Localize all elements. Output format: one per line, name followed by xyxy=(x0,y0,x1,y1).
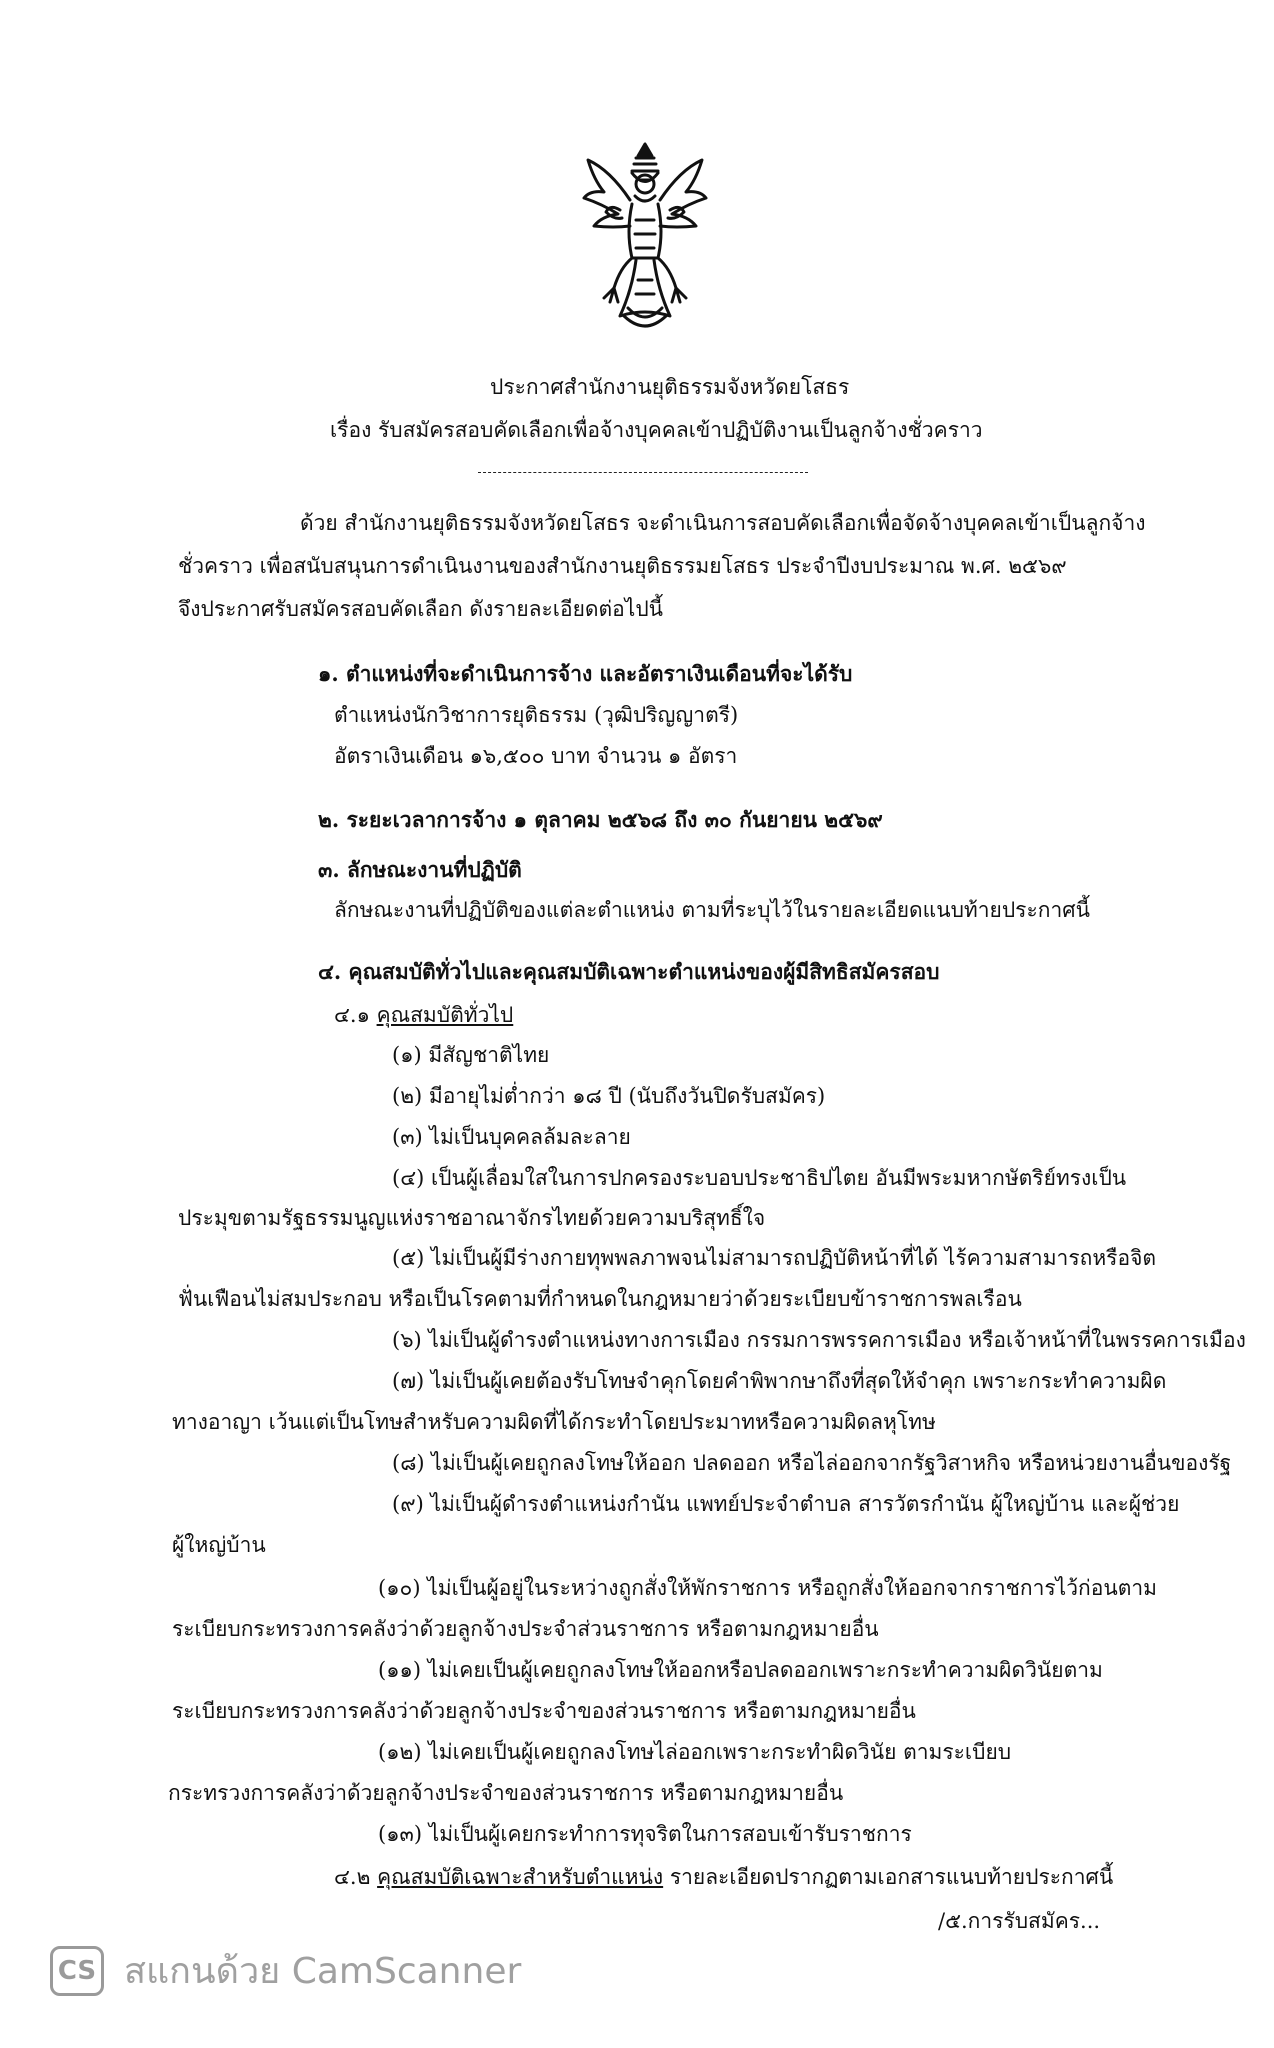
qualification-item-3: (๓) ไม่เป็นบุคคลล้มละลาย xyxy=(392,1125,631,1149)
qualification-item-12: (๑๒) ไม่เคยเป็นผู้เคยถูกลงโทษไล่ออกเพราะกระทำผิดวินัย ตามระเบียบ xyxy=(378,1740,1012,1764)
section-2-heading: ๒. ระยะเวลาการจ้าง ๑ ตุลาคม ๒๕๖๘ ถึง ๓๐ กันยายน ๒๕๖๙ xyxy=(318,807,883,832)
intro-line-2: ชั่วคราว เพื่อสนับสนุนการดำเนินงานของสำนักงานยุติธรรมยโสธร ประจำปีงบประมาณ พ.ศ. ๒๕๖๙ xyxy=(178,554,1067,578)
continuation-note: /๕.การรับสมัคร... xyxy=(938,1909,1101,1933)
qualification-item-8: (๘) ไม่เป็นผู้เคยถูกลงโทษให้ออก ปลดออก หรือไล่ออกจากรัฐวิสาหกิจ หรือหน่วยงานอื่นของรัฐ xyxy=(392,1451,1232,1475)
qualification-item-5-cont: ฟั่นเฟือนไม่สมประกอบ หรือเป็นโรคตามที่กำหนดในกฎหมายว่าด้วยระเบียบข้าราชการพลเรือน xyxy=(178,1287,1022,1311)
section-4-1-heading xyxy=(334,1000,513,1030)
section-4-2-line xyxy=(334,1862,1113,1892)
section-4-1-number: ๔.๑ xyxy=(334,1003,377,1027)
qualification-item-11: (๑๑) ไม่เคยเป็นผู้เคยถูกลงโทษให้ออกหรือปลดออกเพราะกระทำความผิดวินัยตาม xyxy=(378,1658,1103,1682)
section-1-salary: อัตราเงินเดือน ๑๖,๕๐๐ บาท จำนวน ๑ อัตรา xyxy=(334,744,738,768)
qualification-item-12-cont: กระทรวงการคลังว่าด้วยลูกจ้างประจำของส่วนราชการ หรือตามกฎหมายอื่น xyxy=(168,1781,844,1805)
qualification-item-10-cont: ระเบียบกระทรวงการคลังว่าด้วยลูกจ้างประจำส่วนราชการ หรือตามกฎหมายอื่น xyxy=(172,1617,879,1641)
section-4-2-title: คุณสมบัติเฉพาะสำหรับตำแหน่ง xyxy=(377,1865,664,1889)
qualification-item-9: (๙) ไม่เป็นผู้ดำรงตำแหน่งกำนัน แพทย์ประจำตำบล สารวัตรกำนัน ผู้ใหญ่บ้าน และผู้ช่วย xyxy=(392,1492,1180,1516)
section-1-position: ตำแหน่งนักวิชาการยุติธรรม (วุฒิปริญญาตรี) xyxy=(334,703,739,727)
section-4-1-title: คุณสมบัติทั่วไป xyxy=(376,1003,514,1027)
qualification-item-4-cont: ประมุขตามรัฐธรรมนูญแห่งราชอาณาจักรไทยด้วยความบริสุทธิ์ใจ xyxy=(178,1206,766,1230)
qualification-item-13: (๑๓) ไม่เป็นผู้เคยกระทำการทุจริตในการสอบเข้ารับราชการ xyxy=(378,1822,912,1846)
qualification-item-4: (๔) เป็นผู้เลื่อมใสในการปกครองระบอบประชาธิปไตย อันมีพระมหากษัตริย์ทรงเป็น xyxy=(392,1166,1127,1190)
section-1-heading: ๑. ตำแหน่งที่จะดำเนินการจ้าง และอัตราเงินเดือนที่จะได้รับ xyxy=(318,661,853,686)
intro-line-3: จึงประกาศรับสมัครสอบคัดเลือก ดังรายละเอียดต่อไปนี้ xyxy=(178,597,664,621)
section-4-2-number: ๔.๒ xyxy=(334,1865,378,1889)
section-3-body: ลักษณะงานที่ปฏิบัติของแต่ละตำแหน่ง ตามที่ระบุไว้ในรายละเอียดแนบท้ายประกาศนี้ xyxy=(334,898,1090,922)
separator-line xyxy=(478,472,808,473)
qualification-item-7-cont: ทางอาญา เว้นแต่เป็นโทษสำหรับความผิดที่ได้กระทำโดยประมาทหรือความผิดลหุโทษ xyxy=(172,1410,936,1434)
camscanner-watermark: สแกนด้วย CamScanner xyxy=(124,1951,522,1992)
qualification-item-11-cont: ระเบียบกระทรวงการคลังว่าด้วยลูกจ้างประจำของส่วนราชการ หรือตามกฎหมายอื่น xyxy=(172,1699,916,1723)
camscanner-logo-icon: CS xyxy=(50,1946,104,1996)
qualification-item-9-cont: ผู้ใหญ่บ้าน xyxy=(172,1533,266,1557)
section-4-2-body: รายละเอียดปรากฏตามเอกสารแนบท้ายประกาศนี้ xyxy=(663,1865,1114,1889)
announcement-title: ประกาศสำนักงานยุติธรรมจังหวัดยโสธร xyxy=(490,375,850,399)
qualification-item-7: (๗) ไม่เป็นผู้เคยต้องรับโทษจำคุกโดยคำพิพากษาถึงที่สุดให้จำคุก เพราะกระทำความผิด xyxy=(392,1369,1167,1393)
announcement-subject: เรื่อง รับสมัครสอบคัดเลือกเพื่อจ้างบุคคลเข้าปฏิบัติงานเป็นลูกจ้างชั่วคราว xyxy=(330,418,983,442)
section-3-heading: ๓. ลักษณะงานที่ปฏิบัติ xyxy=(318,857,522,882)
qualification-item-10: (๑๐) ไม่เป็นผู้อยู่ในระหว่างถูกสั่งให้พักราชการ หรือถูกสั่งให้ออกจากราชการไว้ก่อนตาม xyxy=(378,1576,1157,1600)
section-4-heading: ๔. คุณสมบัติทั่วไปและคุณสมบัติเฉพาะตำแหน่งของผู้มีสิทธิสมัครสอบ xyxy=(318,959,940,984)
intro-line-1: ด้วย สำนักงานยุติธรรมจังหวัดยโสธร จะดำเนินการสอบคัดเลือกเพื่อจัดจ้างบุคคลเข้าเป็นลูกจ้าง xyxy=(300,511,1146,535)
qualification-item-5: (๕) ไม่เป็นผู้มีร่างกายทุพพลภาพจนไม่สามารถปฏิบัติหน้าที่ได้ ไร้ความสามารถหรือจิต xyxy=(392,1246,1157,1270)
qualification-item-2: (๒) มีอายุไม่ต่ำกว่า ๑๘ ปี (นับถึงวันปิดรับสมัคร) xyxy=(392,1084,826,1108)
qualification-item-6: (๖) ไม่เป็นผู้ดำรงตำแหน่งทางการเมือง กรรมการพรรคการเมือง หรือเจ้าหน้าที่ในพรรคการเมือง xyxy=(392,1328,1246,1352)
garuda-emblem-icon xyxy=(580,140,710,340)
qualification-item-1: (๑) มีสัญชาติไทย xyxy=(392,1043,550,1067)
